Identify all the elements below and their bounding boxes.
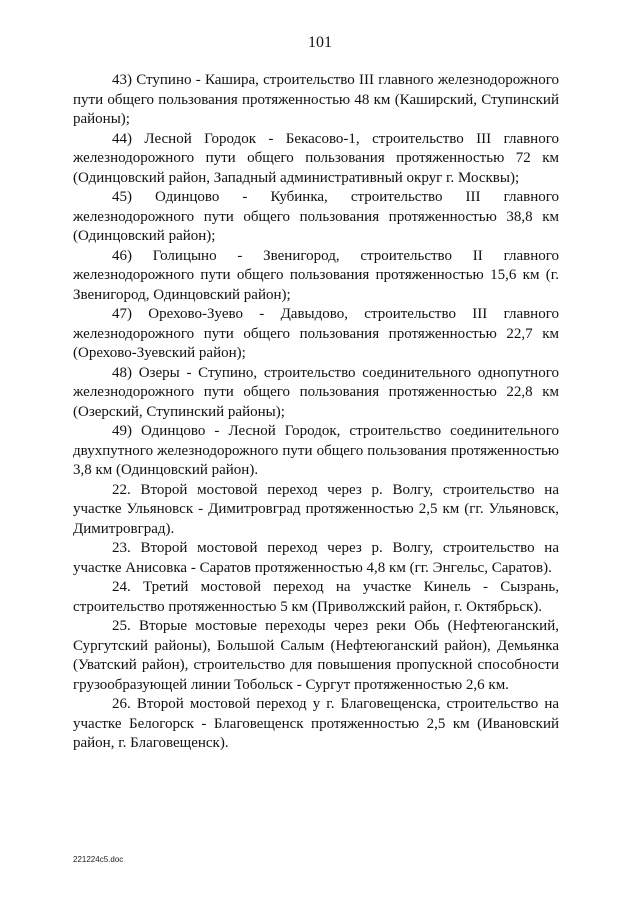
section-25: 25. Вторые мостовые переходы через реки Обь (Нефтеюганский, Сургутский районы), Большой Салым (Нефтеюганский район), Демьянка (Уватский район), строительство для повышения пропускной способности грузообразующей линии Тобольск - Сургут протяженностью 2,6 км. — [73, 618, 559, 693]
page-number: 101 — [308, 34, 332, 51]
list-item-44: 44) Лесной Городок - Бекасово-1, строительство III главного железнодорожного пути общего пользования протяженностью 72 км (Одинцовский район, Западный административный округ г. Москвы); — [73, 130, 559, 186]
document-body — [73, 71, 559, 754]
file-name-footer: 221224c5.doc — [73, 855, 124, 864]
list-item-49: 49) Одинцово - Лесной Городок, строительство соединительного двухпутного железнодорожного пути общего пользования протяженностью 3,8 км (Одинцовский район). — [73, 423, 559, 478]
list-item-46: 46) Голицыно - Звенигород, строительство II главного железнодорожного пути общего пользования протяженностью 15,6 км (г. Звенигород, Одинцовский район); — [73, 247, 559, 303]
section-26: 26. Второй мостовой переход у г. Благовещенска, строительство на участке Белогорск - Благовещенск протяженностью 2,5 км (Ивановский район, г. Благовещенск). — [73, 696, 559, 751]
section-22: 22. Второй мостовой переход через р. Волгу, строительство на участке Ульяновск - Димитровград протяженностью 2,5 км (гг. Ульяновск, Димитровград). — [73, 481, 559, 537]
section-23: 23. Второй мостовой переход через р. Волгу, строительство на участке Анисовка - Саратов протяженностью 4,8 км (гг. Энгельс, Саратов). — [73, 540, 559, 576]
section-24: 24. Третий мостовой переход на участке Кинель - Сызрань, строительство протяженностью 5 км (Приволжский район, г. Октябрьск). — [73, 579, 559, 615]
list-item-48: 48) Озеры - Ступино, строительство соединительного однопутного железнодорожного пути общего пользования протяженностью 22,8 км (Озерский, Ступинский районы); — [73, 364, 559, 420]
list-item-47: 47) Орехово-Зуево - Давыдово, строительство III главного железнодорожного пути общего пользования протяженностью 22,7 км (Орехово-Зуевский район); — [73, 306, 559, 361]
list-item-45: 45) Одинцово - Кубинка, строительство III главного железнодорожного пути общего пользования протяженностью 38,8 км (Одинцовский район); — [73, 189, 559, 244]
list-item-43: 43) Ступино - Кашира, строительство III главного железнодорожного пути общего пользования протяженностью 48 км (Каширский, Ступинский районы); — [73, 72, 559, 127]
